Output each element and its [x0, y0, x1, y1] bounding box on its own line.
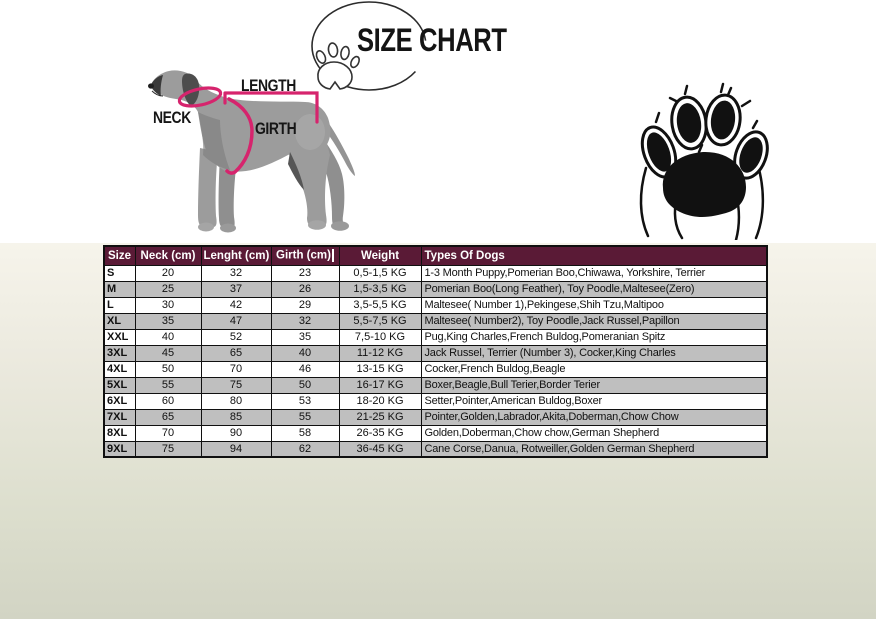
cell-neck: 20 [135, 265, 201, 281]
cell-girth: 35 [271, 329, 339, 345]
cell-dog-types: Maltesee( Number2), Toy Poodle,Jack Russel,Papillon [421, 313, 767, 329]
col-header-size: Size [104, 246, 135, 265]
cell-girth: 29 [271, 297, 339, 313]
cell-girth: 32 [271, 313, 339, 329]
cell-neck: 60 [135, 393, 201, 409]
table-row [104, 265, 767, 281]
cell-size: 4XL [104, 361, 135, 377]
cell-dog-types: Pomerian Boo(Long Feather), Toy Poodle,Maltesee(Zero) [421, 281, 767, 297]
cell-length: 70 [201, 361, 271, 377]
col-header-length: Lenght (cm) [201, 246, 271, 265]
cell-neck: 40 [135, 329, 201, 345]
cell-dog-types: Cane Corse,Danua, Rotweiller,Golden German Shepherd [421, 441, 767, 457]
table-row [104, 409, 767, 425]
neck-label: NECK [153, 108, 191, 127]
paw-print-icon [632, 66, 804, 240]
cell-length: 32 [201, 265, 271, 281]
cell-size: XXL [104, 329, 135, 345]
cell-length: 37 [201, 281, 271, 297]
size-chart-table [103, 245, 768, 458]
cell-weight: 36-45 KG [339, 441, 421, 457]
cell-girth: 46 [271, 361, 339, 377]
cell-length: 75 [201, 377, 271, 393]
cell-weight: 5,5-7,5 KG [339, 313, 421, 329]
cell-girth: 53 [271, 393, 339, 409]
cell-length: 90 [201, 425, 271, 441]
cell-dog-types: 1-3 Month Puppy,Pomerian Boo,Chiwawa, Yorkshire, Terrier [421, 265, 767, 281]
cell-dog-types: Maltesee( Number 1),Pekingese,Shih Tzu,Maltipoo [421, 297, 767, 313]
cell-weight: 7,5-10 KG [339, 329, 421, 345]
table-row [104, 329, 767, 345]
cell-size: 8XL [104, 425, 135, 441]
cell-length: 47 [201, 313, 271, 329]
cell-length: 80 [201, 393, 271, 409]
cell-size: 6XL [104, 393, 135, 409]
cell-dog-types: Setter,Pointer,American Buldog,Boxer [421, 393, 767, 409]
cell-size: 3XL [104, 345, 135, 361]
cell-dog-types: Pug,King Charles,French Buldog,Pomeranian Spitz [421, 329, 767, 345]
cell-weight: 1,5-3,5 KG [339, 281, 421, 297]
cell-dog-types: Boxer,Beagle,Bull Terier,Border Terier [421, 377, 767, 393]
col-header-girth [271, 246, 339, 265]
cell-length: 94 [201, 441, 271, 457]
cell-weight: 21-25 KG [339, 409, 421, 425]
cell-weight: 26-35 KG [339, 425, 421, 441]
top-section [0, 0, 876, 243]
cell-length: 42 [201, 297, 271, 313]
cell-weight: 0,5-1,5 KG [339, 265, 421, 281]
table-row [104, 441, 767, 457]
cell-size: S [104, 265, 135, 281]
cell-neck: 65 [135, 409, 201, 425]
table-header-row [104, 246, 767, 265]
cell-length: 52 [201, 329, 271, 345]
col-header-weight: Weight [339, 246, 421, 265]
table-row [104, 297, 767, 313]
cell-neck: 70 [135, 425, 201, 441]
cell-neck: 25 [135, 281, 201, 297]
cell-girth: 26 [271, 281, 339, 297]
cell-neck: 50 [135, 361, 201, 377]
table-row [104, 361, 767, 377]
cell-neck: 35 [135, 313, 201, 329]
cell-dog-types: Golden,Doberman,Chow chow,German Shepherd [421, 425, 767, 441]
page-title: SIZE CHART [357, 22, 507, 58]
cell-dog-types: Cocker,French Buldog,Beagle [421, 361, 767, 377]
cell-dog-types: Jack Russel, Terrier (Number 3), Cocker,King Charles [421, 345, 767, 361]
cell-girth: 62 [271, 441, 339, 457]
girth-label: GIRTH [255, 119, 297, 138]
cell-length: 65 [201, 345, 271, 361]
cell-girth: 40 [271, 345, 339, 361]
table-row [104, 313, 767, 329]
table-row [104, 425, 767, 441]
cell-weight: 13-15 KG [339, 361, 421, 377]
col-header-neck: Neck (cm) [135, 246, 201, 265]
cell-weight: 18-20 KG [339, 393, 421, 409]
cell-neck: 75 [135, 441, 201, 457]
cell-neck: 45 [135, 345, 201, 361]
dog-measurement-diagram [140, 60, 370, 240]
col-header-girth-text: Girth (cm) [276, 249, 331, 262]
col-header-dog-types: Types Of Dogs [421, 246, 767, 265]
cell-size: 5XL [104, 377, 135, 393]
cell-neck: 30 [135, 297, 201, 313]
cell-weight: 16-17 KG [339, 377, 421, 393]
cell-weight: 11-12 KG [339, 345, 421, 361]
cell-neck: 55 [135, 377, 201, 393]
cell-size: M [104, 281, 135, 297]
cell-size: 7XL [104, 409, 135, 425]
length-label: LENGTH [241, 76, 296, 95]
cell-girth: 23 [271, 265, 339, 281]
cell-girth: 50 [271, 377, 339, 393]
cell-length: 85 [201, 409, 271, 425]
cell-size: L [104, 297, 135, 313]
cell-weight: 3,5-5,5 KG [339, 297, 421, 313]
background-section [0, 243, 876, 619]
table-row [104, 377, 767, 393]
text-cursor [332, 249, 334, 262]
cell-girth: 55 [271, 409, 339, 425]
cell-dog-types: Pointer,Golden,Labrador,Akita,Doberman,Chow Chow [421, 409, 767, 425]
table-row [104, 345, 767, 361]
cell-size: XL [104, 313, 135, 329]
cell-girth: 58 [271, 425, 339, 441]
cell-size: 9XL [104, 441, 135, 457]
table-row [104, 281, 767, 297]
table-row [104, 393, 767, 409]
